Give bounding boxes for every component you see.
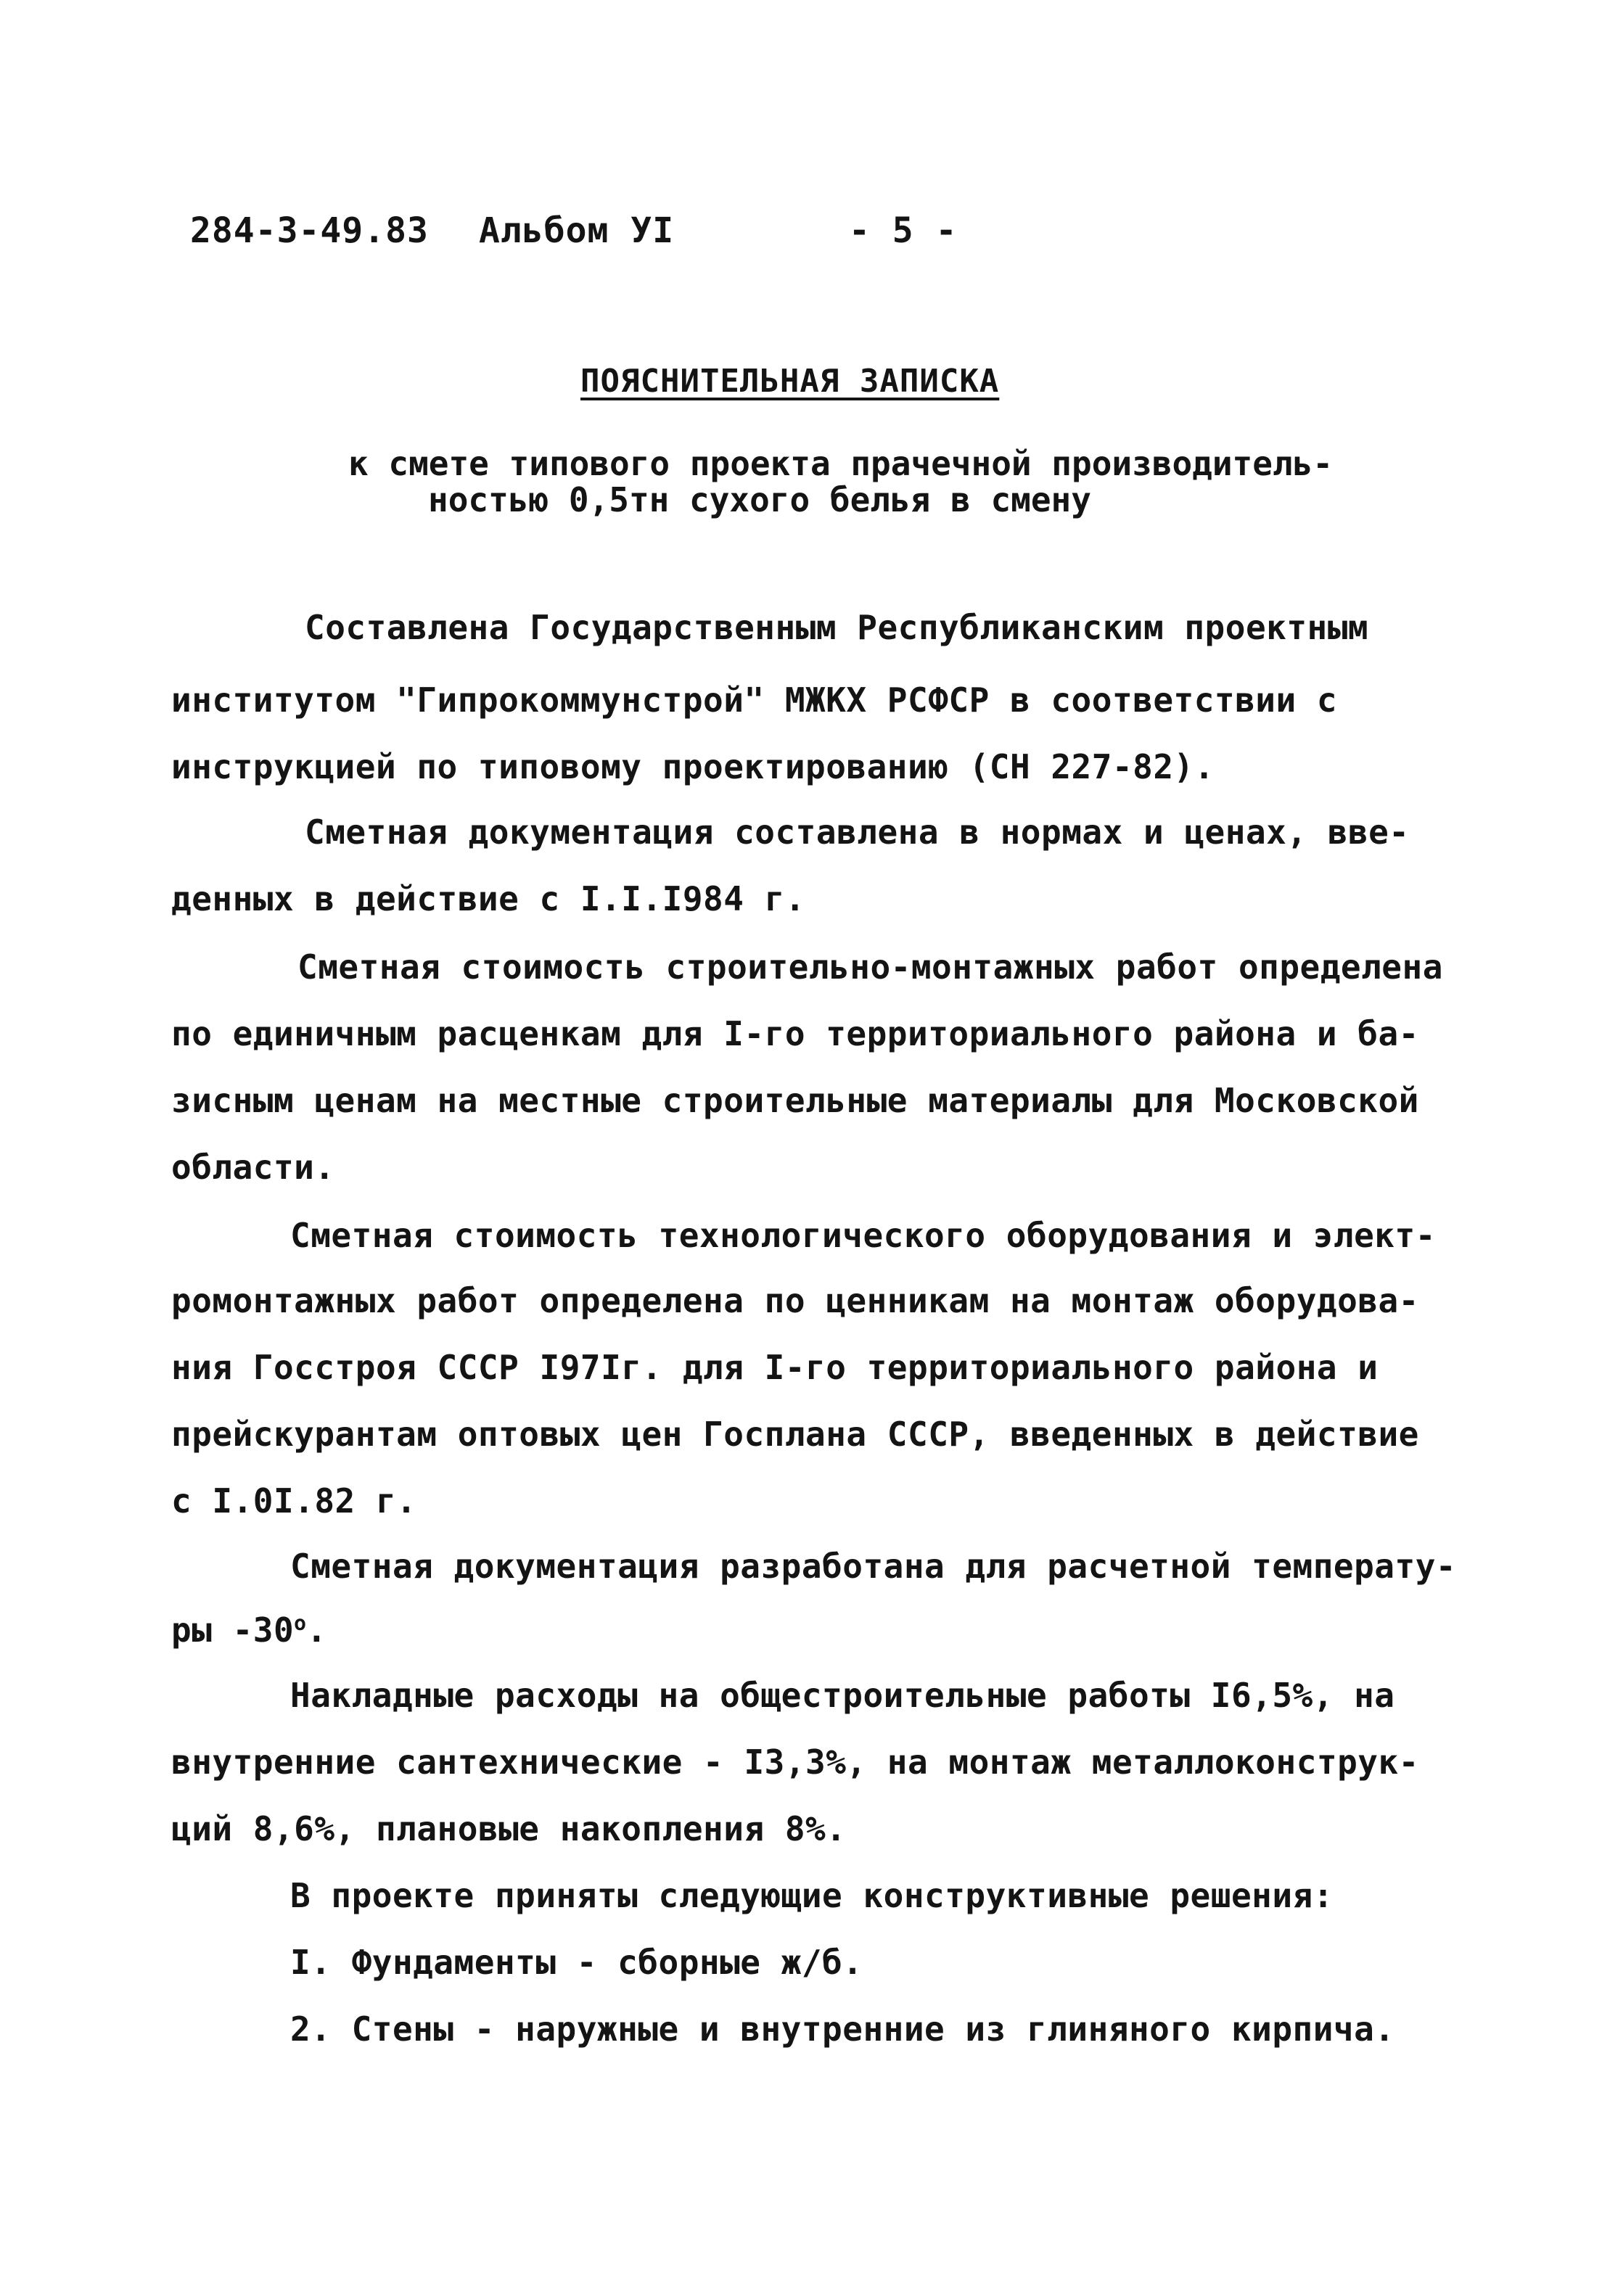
page-number: - 5 -: [849, 210, 958, 251]
paragraph-4-line-3: ния Госстроя СССР I97Iг. для I-го территориального района и: [171, 1348, 1379, 1387]
paragraph-5-line-1: Сметная документация разработана для расчетной температу-: [290, 1547, 1457, 1586]
paragraph-2-line-1: Сметная документация составлена в нормах и ценах, вве-: [305, 812, 1410, 852]
paragraph-1-line-1: Составлена Государственным Республиканским проектным: [305, 608, 1369, 647]
document-code: 284-3-49.83: [190, 210, 429, 251]
paragraph-5-line-2: [171, 1610, 327, 1650]
album-label: Альбом УI: [479, 210, 675, 251]
paragraph-2-line-2: денных в действие с I.I.I984 г.: [171, 879, 806, 918]
sentence-end: .: [306, 1610, 327, 1650]
list-item-1: I. Фундаменты - сборные ж/б.: [290, 1943, 863, 1982]
paragraph-3-line-1: Сметная стоимость строительно-монтажных работ определена: [297, 947, 1443, 987]
paragraph-3-line-3: зисным ценам на местные строительные материалы для Московской: [171, 1081, 1419, 1120]
paragraph-7-line-1: В проекте приняты следующие конструктивные решения:: [290, 1876, 1334, 1915]
paragraph-6-line-1: Накладные расходы на общестроительные работы I6,5%, на: [290, 1676, 1395, 1715]
list-item-2: 2. Стены - наружные и внутренние из глиняного кирпича.: [290, 2009, 1395, 2049]
paragraph-4-line-2: ромонтажных работ определена по ценникам на монтаж оборудова-: [171, 1281, 1419, 1320]
temperature-text: ры -30: [171, 1610, 295, 1650]
paragraph-6-line-3: ций 8,6%, плановые накопления 8%.: [171, 1809, 847, 1848]
paragraph-1-line-3: инструкцией по типовому проектированию (СН 227-82).: [171, 747, 1215, 786]
paragraph-4-line-4: прейскурантам оптовых цен Госплана СССР, введенных в действие: [171, 1415, 1419, 1454]
subtitle-line-1: к смете типового проекта прачечной производитель-: [348, 444, 1334, 483]
paragraph-4-line-1: Сметная стоимость технологического оборудования и элект-: [290, 1216, 1436, 1255]
paragraph-4-line-5: с I.0I.82 г.: [171, 1481, 417, 1521]
document-title: ПОЯСНИТЕЛЬНАЯ ЗАПИСКА: [580, 363, 1000, 400]
subtitle-line-2: ностью 0,5тн сухого белья в смену: [428, 480, 1091, 519]
paragraph-6-line-2: внутренние сантехнические - I3,3%, на монтаж металлоконструк-: [171, 1742, 1419, 1782]
paragraph-3-line-4: области.: [171, 1148, 335, 1187]
degree-mark: о: [294, 1610, 307, 1635]
paragraph-3-line-2: по единичным расценкам для I-го территориального района и ба-: [171, 1014, 1419, 1053]
paragraph-1-line-2: институтом "Гипрокоммунстрой" МЖКХ РСФСР в соответствии с: [171, 680, 1338, 720]
